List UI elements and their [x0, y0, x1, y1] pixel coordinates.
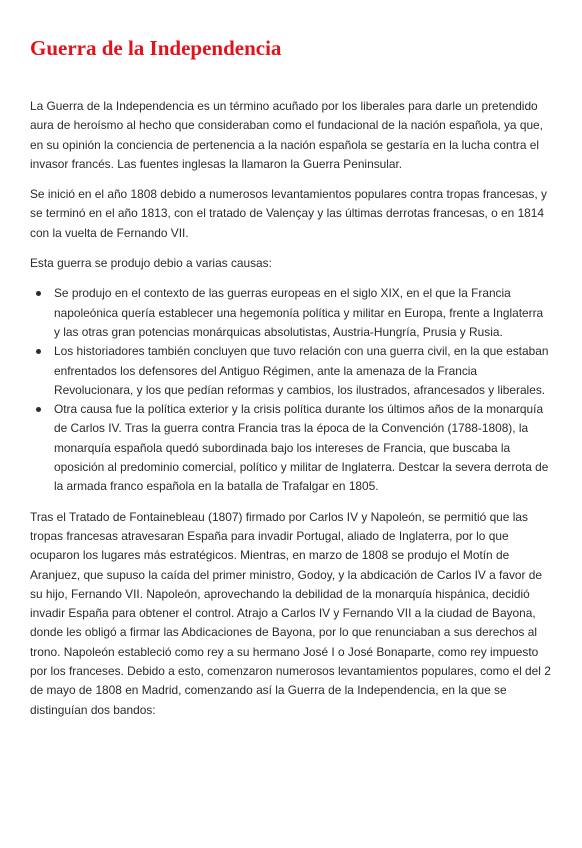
bullet-icon	[36, 291, 41, 296]
page-title: Guerra de la Independencia	[30, 36, 282, 60]
bullet-icon	[36, 349, 41, 354]
list-item-text: Los historiadores también concluyen que tuvo relación con una guerra civil, en la que estaban enfrentados los defensores del Antiguo Régimen, ante la amenaza de la Francia Revolucionara, y los que pedían reformas y cambios, los ilustrados, afrancesados y liberales.	[54, 344, 549, 397]
causes-intro-paragraph: Esta guerra se produjo debio a varias causas:	[30, 256, 272, 271]
list-item-text: Otra causa fue la política exterior y la crisis política durante los últimos años de la monarquía de Carlos IV. Tras la guerra contra Francia tras la época de la Convención (1788-1808), la monarquía española quedó subordinada bajo los intereses de Francia, que buscaba la oposición al predominio comercial, político y militar de Inglaterra. Destcar la severa derrota de la armada franco española en la batalla de Trafalgar en 1805.	[54, 402, 549, 494]
list-item	[30, 342, 552, 400]
article-body	[30, 97, 552, 731]
dates-paragraph: Se inició en el año 1808 debido a numerosos levantamientos populares contra tropas francesas, y se terminó en el año 1813, con el tratado de Valençay y las últimas derrotas francesas, o en 1814 con la vuelta de Fernando VII.	[30, 187, 547, 240]
causes-list	[30, 284, 552, 496]
list-item-text: Se produjo en el contexto de las guerras europeas en el siglo XIX, en el que la Francia napoleónica quería establecer una hegemonía política y militar en Europa, frente a Inglaterra y las otras gran potencias monárquicas absolutistas, Austria-Hungría, Prusia y Rusia.	[54, 286, 544, 339]
list-item	[30, 284, 552, 342]
intro-paragraph: La Guerra de la Independencia es un término acuñado por los liberales para darle un pretendido aura de heroísmo al hecho que consideraban como el fundacional de la nación española, ya que, en su opinión la conciencia de pertenencia a la nación española se gestaría en la lucha contra el invasor francés. Las fuentes inglesas la llamaron la Guerra Peninsular.	[30, 99, 543, 171]
bullet-icon	[36, 407, 41, 412]
closing-paragraph: Tras el Tratado de Fontainebleau (1807) firmado por Carlos IV y Napoleón, se permitió que las tropas francesas atravesaran España para invadir Portugal, aliado de Inglaterra, por lo que ocuparon los lugares más estratégicos. Mientras, en marzo de 1808 se produjo el Motín de Aranjuez, que supuso la caída del primer ministro, Godoy, y la abdicación de Carlos IV a favor de su hijo, Fernando VII. Napoleón, aprovechando la debilidad de la monarquía hispánica, decidió invadir España para obtener el control. Atrajo a Carlos IV y Fernando VII a la ciudad de Bayona, donde les obligó a firmar las Abdicaciones de Bayona, por lo que renunciaban a sus derechos al trono. Napoleón estableció como rey a su hermano José I o José Bonaparte, como rey impuesto por los franceses. Debido a esto, comenzaron numerosos levantamientos populares, como el del 2 de mayo de 1808 en Madrid, comenzando así la Guerra de la Independencia, en la que se distinguían dos bandos:	[30, 509, 551, 717]
list-item	[30, 400, 552, 496]
